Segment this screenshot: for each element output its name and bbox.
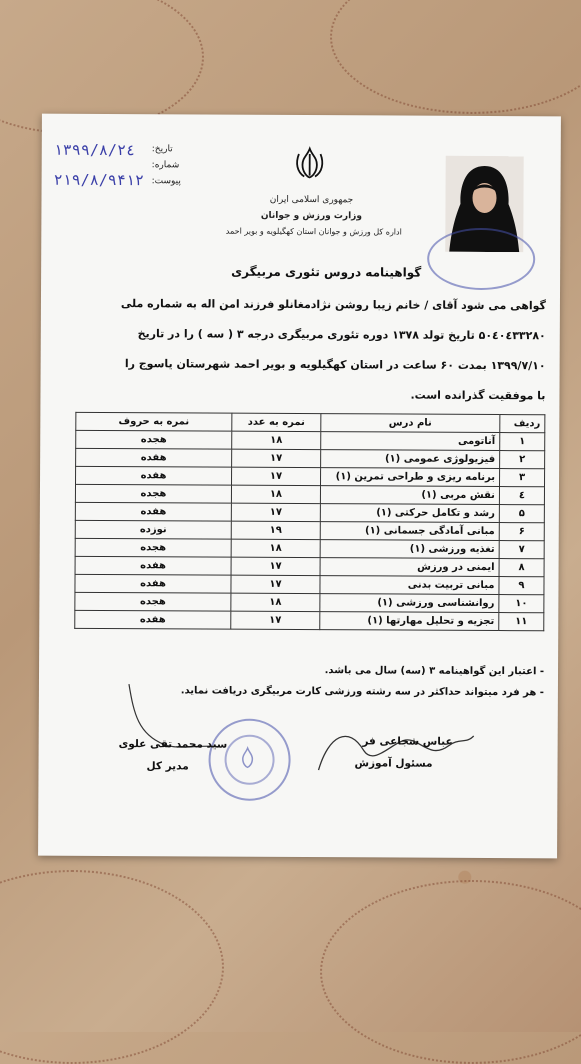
score-words: هجده <box>76 430 232 449</box>
row-number: ۶ <box>499 523 544 541</box>
col-header-row-no: ردیف <box>500 415 545 433</box>
carpet-pattern <box>330 0 581 114</box>
row-number: ۹ <box>499 577 544 595</box>
course-name: مبانی تربیت بدنی <box>320 576 499 595</box>
limit-note-text: هر فرد میتواند حداکثر در سه رشته ورزشی کارت مربیگری دریافت نماید. <box>181 685 537 698</box>
course-name: فیزیولوژی عمومی (۱) <box>321 450 500 469</box>
score-words: هفده <box>75 556 231 575</box>
course-name: تجزیه و تحلیل مهارتها (۱) <box>320 612 499 631</box>
row-number: ۱ <box>500 433 545 451</box>
course-name: نقش مربی (۱) <box>320 486 499 505</box>
col-header-score-words: نمره به حروف <box>76 412 232 431</box>
row-number: ۵ <box>499 505 544 523</box>
validity-note <box>325 665 544 677</box>
body-line-1: گواهی می شود آقای / خانم زیبا روشن نژادمغانلو فرزند امن اله به شماره ملی <box>121 297 546 312</box>
course-name: مبانی آمادگی جسمانی (۱) <box>320 522 499 541</box>
date-value: ۱۳۹۹/۸/۲٤ <box>54 141 135 159</box>
grades-table <box>74 412 545 631</box>
row-number: ٤ <box>499 487 544 505</box>
course-name: روانشناسی ورزشی (۱) <box>320 594 499 613</box>
course-name: رشد و تکامل حرکتی (۱) <box>320 504 499 523</box>
row-number: ۷ <box>499 541 544 559</box>
score-number: ۱۸ <box>232 431 321 449</box>
table-row <box>75 610 544 630</box>
header-country: جمهوری اسلامی ایران <box>216 195 406 206</box>
header-office: اداره کل ورزش و جوانان استان کهگیلویه و بویر احمد <box>191 226 436 236</box>
header-ministry: وزارت ورزش و جوانان <box>216 211 406 222</box>
number-label: شماره: <box>152 160 180 170</box>
score-number: ۱۸ <box>231 593 320 611</box>
score-number: ۱۷ <box>231 575 320 593</box>
stamp-emblem-icon <box>236 746 260 770</box>
score-words: هجده <box>75 538 231 557</box>
score-words: هفده <box>75 502 231 521</box>
course-name: ایمنی در ورزش <box>320 558 499 577</box>
right-signer-name: عباس شجاعی فر <box>362 735 452 747</box>
score-words: نوزده <box>75 520 231 539</box>
col-header-score-number: نمره به عدد <box>232 413 321 431</box>
score-number: ۱۸ <box>231 539 320 557</box>
course-name: برنامه ریزی و طراحی تمرین (۱) <box>321 468 500 487</box>
left-signer-name: سید محمد تقی علوی <box>119 738 228 751</box>
limit-note <box>181 685 544 698</box>
body-line-4: با موفقیت گذرانده است. <box>410 389 545 403</box>
number-value: ۲۱۹/۸/۹۴۱۲ <box>54 171 144 189</box>
course-name: تغذیه ورزشی (۱) <box>320 540 499 559</box>
left-signer-title: مدیر کل <box>146 760 188 772</box>
date-label: تاریخ: <box>152 144 173 154</box>
score-number: ۱۹ <box>231 521 320 539</box>
validity-note-text: اعتبار این گواهینامه ۳ (سه) سال می باشد. <box>325 665 537 677</box>
certificate-title: گواهینامه دروس تئوری مربیگری <box>231 265 421 280</box>
score-words: هفده <box>76 448 232 467</box>
body-line-2: ۵۰٤۰٤۳۳۲۸۰ تاریخ تولد ۱۳۷۸ دوره تئوری مربیگری درجه ۳ ( سه ) را در تاریخ <box>138 327 546 342</box>
score-number: ۱۷ <box>231 557 320 575</box>
right-signature-icon <box>308 715 478 786</box>
score-number: ۱۷ <box>232 467 321 485</box>
certificate-paper <box>38 114 561 859</box>
right-signer-title: مسئول آموزش <box>354 757 432 769</box>
row-number: ۱۱ <box>499 613 544 631</box>
score-words: هفده <box>75 610 231 629</box>
course-name: آناتومی <box>321 432 500 451</box>
row-number: ۸ <box>499 559 544 577</box>
score-words: هفده <box>75 574 231 593</box>
row-number: ۳ <box>499 469 544 487</box>
score-number: ۱۷ <box>231 503 320 521</box>
score-number: ۱۷ <box>231 611 320 629</box>
row-number: ۱۰ <box>499 595 544 613</box>
score-words: هفده <box>76 466 232 485</box>
row-number: ۲ <box>500 451 545 469</box>
carpet-pattern <box>320 880 581 1064</box>
score-number: ۱۸ <box>231 485 320 503</box>
score-number: ۱۷ <box>232 449 321 467</box>
attachment-label: پیوست: <box>152 176 181 186</box>
carpet-pattern <box>0 870 224 1064</box>
bullet-icon: - <box>536 666 544 677</box>
col-header-course: نام درس <box>321 414 500 433</box>
score-words: هجده <box>75 592 231 611</box>
bullet-icon: - <box>536 687 544 698</box>
photo-stamp <box>427 228 535 291</box>
score-words: هجده <box>75 484 231 503</box>
body-line-3: ۱۳۹۹/۷/۱۰ بمدت ۶۰ ساعت در استان کهگیلویه و بویر احمد شهرستان یاسوج را <box>125 357 546 372</box>
iran-emblem-icon <box>292 145 328 181</box>
